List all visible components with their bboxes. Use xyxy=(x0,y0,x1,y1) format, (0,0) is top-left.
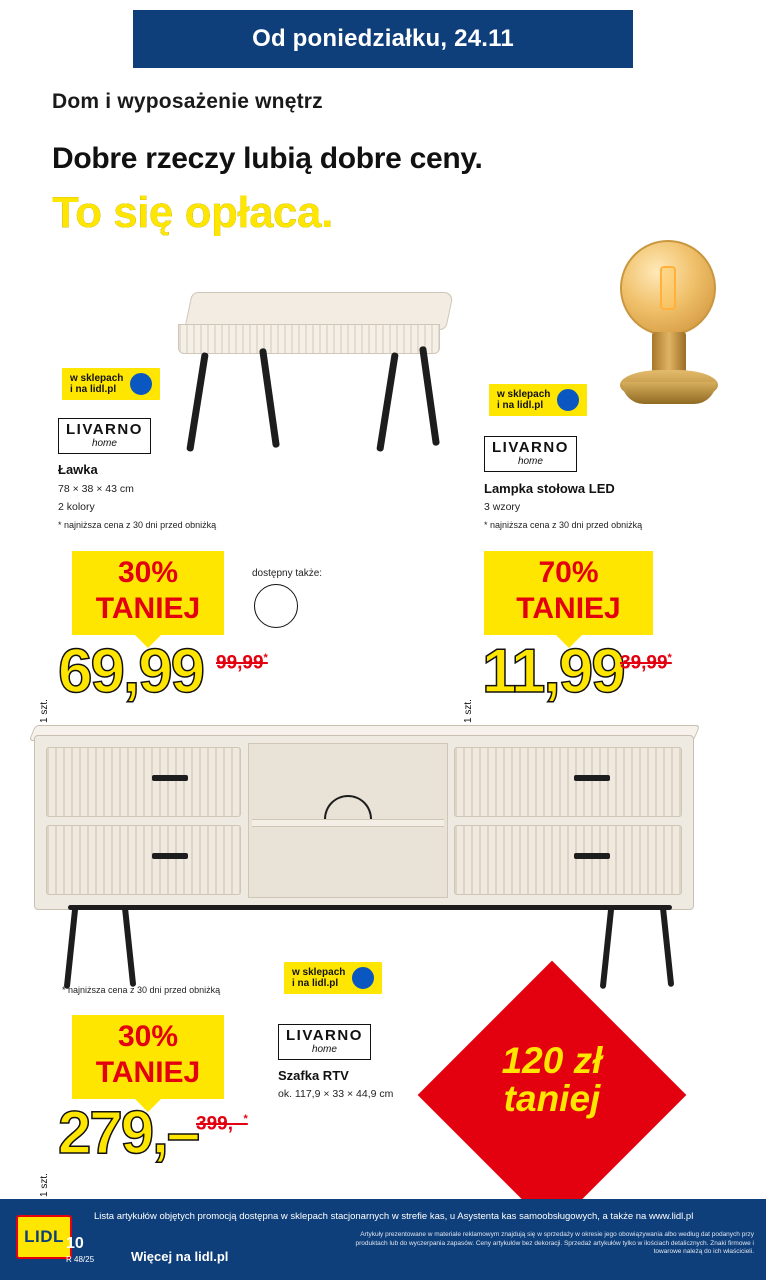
shop-badge-line2: i na lidl.pl xyxy=(497,400,544,411)
old-price-bench: 99,99* xyxy=(216,652,268,674)
shop-badge-line1: w sklepach xyxy=(497,389,551,400)
discount-percent-bench: 30% xyxy=(117,556,179,589)
discount-percent-tv: 30% xyxy=(117,1020,179,1053)
tv-unit-leg xyxy=(122,905,137,987)
also-available-label: dostępny także: xyxy=(252,568,323,579)
header-banner xyxy=(133,10,633,68)
lamp-filament xyxy=(660,266,676,310)
unit-label-bench: 1 szt. xyxy=(39,699,50,723)
tv-unit-drawer xyxy=(454,825,682,895)
page-code: R 48/25 xyxy=(66,1255,95,1264)
product-spec-bench-1: 78 × 38 × 43 cm xyxy=(58,483,134,495)
price-bench: 69,99 xyxy=(58,637,204,706)
tv-unit-rail xyxy=(68,905,672,910)
footer-smallprint: Artykuły prezentowane w materiale reklamowym znajdują się w sprzedaży w okresie jego obowiązywania albo według dat podanych przy produktach lub do wyczerpania zapasów. Ceny artykułów bez dekoracji. Sprzedaż artykułów tylko w ilościach detalicznych. Znaki firmowe i towarowe należą do ich właścicieli. xyxy=(355,1231,754,1255)
lamp-neck xyxy=(652,332,686,374)
headline-primary: Dobre rzeczy lubią dobre ceny. xyxy=(52,142,483,175)
savings-amount: 120 zł xyxy=(501,1040,603,1081)
shop-badge-tv xyxy=(284,962,382,994)
tv-unit-leg xyxy=(64,907,79,989)
unit-label-lamp: 1 szt. xyxy=(463,699,474,723)
bench-leg xyxy=(259,348,280,448)
product-name-bench: Ławka xyxy=(58,462,98,477)
tv-unit-drawer xyxy=(46,747,241,817)
tv-unit-handle xyxy=(152,853,188,859)
tv-unit-leg xyxy=(660,905,675,987)
brand-name: LIVARNO xyxy=(66,421,143,438)
page-footer xyxy=(0,1199,766,1280)
price-lamp: 11,99 xyxy=(482,637,624,706)
product-footnote-tv: * najniższa cena z 30 dni przed obniżką xyxy=(62,985,221,995)
brand-name: LIVARNO xyxy=(492,439,569,456)
shop-badge-line1: w sklepach xyxy=(292,967,346,978)
shop-badge-line1: w sklepach xyxy=(70,373,124,384)
old-price-tv: 399,–* xyxy=(196,1113,248,1135)
discount-flag-tv xyxy=(72,1015,224,1099)
discount-flag-lamp xyxy=(484,551,653,635)
tv-unit-handle xyxy=(152,775,188,781)
header-banner-text: Od poniedziałku, 24.11 xyxy=(252,25,514,52)
brand-logo-lamp xyxy=(484,436,577,472)
shop-badge-dot-icon xyxy=(350,965,376,991)
unit-label-tv: 1 szt. xyxy=(39,1173,50,1197)
more-link[interactable]: Więcej na lidl.pl xyxy=(131,1249,229,1264)
lidl-logo xyxy=(16,1215,72,1259)
savings-word: taniej xyxy=(503,1078,601,1119)
shop-badge-lamp xyxy=(489,384,587,416)
brand-name: LIVARNO xyxy=(286,1027,363,1044)
tv-unit-handle xyxy=(574,775,610,781)
discount-flag-bench xyxy=(72,551,224,635)
shop-badge-dot-icon xyxy=(555,387,581,413)
product-name-tv: Szafka RTV xyxy=(278,1068,349,1083)
headline-secondary: To się opłaca. xyxy=(52,188,333,237)
color-swatch[interactable] xyxy=(254,584,298,628)
discount-percent-lamp: 70% xyxy=(538,556,599,589)
lamp-base-lower xyxy=(622,382,716,404)
brand-sub: home xyxy=(91,438,117,449)
brand-logo-bench xyxy=(58,418,151,454)
lidl-logo-text: LIDL xyxy=(24,1227,64,1246)
tv-unit-product-image xyxy=(34,735,724,1000)
discount-word-bench: TANIEJ xyxy=(95,592,201,625)
bench-leg xyxy=(419,346,440,446)
tv-unit-handle xyxy=(574,853,610,859)
discount-word-tv: TANIEJ xyxy=(95,1056,201,1089)
savings-diamond-text xyxy=(437,1042,667,1118)
bench-seat-front xyxy=(178,324,440,354)
tv-unit-drawer xyxy=(454,747,682,817)
shop-badge-dot-icon xyxy=(128,371,154,397)
product-spec-tv-1: ok. 117,9 × 33 × 44,9 cm xyxy=(278,1088,394,1100)
shop-badge-line2: i na lidl.pl xyxy=(70,384,117,395)
brand-sub: home xyxy=(311,1044,337,1055)
lamp-product-image xyxy=(600,240,740,460)
footer-legal-text: Lista artykułów objętych promocją dostępna w sklepach stacjonarnych w strefie kas, u Asystenta kas samoobsługowych, a także na www.lidl.pl xyxy=(94,1211,694,1222)
product-name-lamp: Lampka stołowa LED xyxy=(484,481,615,496)
shop-badge-line2: i na lidl.pl xyxy=(292,978,339,989)
tv-unit-shelf-divider xyxy=(252,819,444,827)
product-footnote-bench: * najniższa cena z 30 dni przed obniżką xyxy=(58,520,217,530)
shop-badge-bench xyxy=(62,368,160,400)
old-price-lamp: 39,99* xyxy=(620,652,672,674)
bench-leg xyxy=(376,352,399,452)
bench-leg xyxy=(186,352,209,452)
price-tv: 279,– xyxy=(58,1099,199,1166)
product-footnote-lamp: * najniższa cena z 30 dni przed obniżką xyxy=(484,520,643,530)
category-title: Dom i wyposażenie wnętrz xyxy=(52,90,323,113)
tv-unit-drawer xyxy=(46,825,241,895)
tv-unit-leg xyxy=(600,907,615,989)
bench-product-image xyxy=(170,288,470,473)
brand-sub: home xyxy=(517,456,543,467)
product-spec-lamp-1: 3 wzory xyxy=(484,501,521,513)
page-number: 10 xyxy=(66,1235,84,1252)
brand-logo-tv xyxy=(278,1024,371,1060)
product-spec-bench-2: 2 kolory xyxy=(58,501,95,513)
discount-word-lamp: TANIEJ xyxy=(516,592,621,625)
